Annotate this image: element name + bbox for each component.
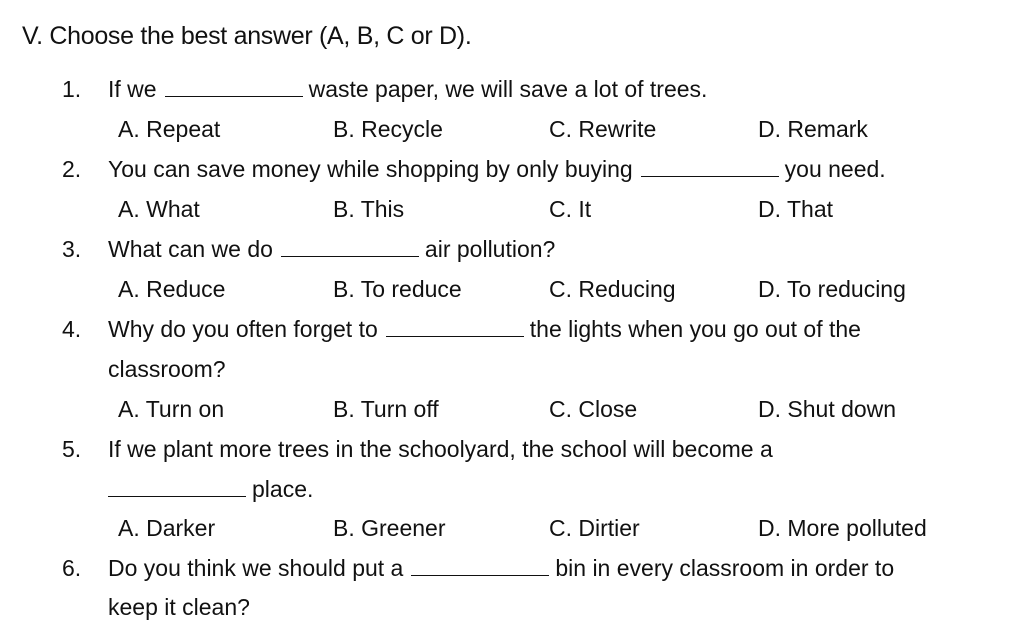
question-3-blank bbox=[281, 236, 419, 257]
question-6-blank bbox=[411, 555, 549, 576]
question-4-option-c[interactable]: C. Close bbox=[549, 396, 638, 422]
question-1-text bbox=[108, 76, 707, 103]
question-2-option-a[interactable]: A. What bbox=[118, 196, 200, 222]
question-2-text bbox=[108, 156, 886, 183]
question-5-number: 5. bbox=[62, 436, 82, 462]
question-3-option-c[interactable]: C. Reducing bbox=[549, 276, 676, 302]
question-4-option-d[interactable]: D. Shut down bbox=[758, 396, 897, 422]
question-6-number: 6. bbox=[62, 555, 82, 581]
question-2-before: You can save money while shopping by only buying bbox=[108, 156, 633, 182]
question-4-option-a[interactable]: A. Turn on bbox=[118, 396, 225, 422]
question-4-after: the lights when you go out of the bbox=[529, 316, 861, 342]
question-1-after: waste paper, we will save a lot of trees. bbox=[308, 76, 708, 102]
question-5-option-d[interactable]: D. More polluted bbox=[758, 515, 927, 541]
question-5-blank bbox=[108, 476, 246, 497]
question-6-continuation: keep it clean? bbox=[108, 594, 250, 620]
question-3-option-d[interactable]: D. To reducing bbox=[758, 276, 906, 302]
question-6-after: bin in every classroom in order to bbox=[555, 555, 895, 581]
question-2-number: 2. bbox=[62, 156, 82, 182]
question-1-option-b[interactable]: B. Recycle bbox=[333, 116, 443, 142]
question-6-before: Do you think we should put a bbox=[108, 555, 404, 581]
question-6-text bbox=[108, 555, 894, 582]
question-5-text-line-2 bbox=[108, 476, 313, 503]
question-1-before: If we bbox=[108, 76, 157, 102]
question-2-blank bbox=[641, 156, 779, 177]
question-4-blank bbox=[386, 316, 524, 337]
question-3-before: What can we do bbox=[108, 236, 273, 262]
question-1-option-a[interactable]: A. Repeat bbox=[118, 116, 221, 142]
question-2-after: you need. bbox=[784, 156, 886, 182]
question-4-number: 4. bbox=[62, 316, 82, 342]
question-5-option-a[interactable]: A. Darker bbox=[118, 515, 216, 541]
question-1-number: 1. bbox=[62, 76, 82, 102]
question-3-option-b[interactable]: B. To reduce bbox=[333, 276, 462, 302]
question-2-option-d[interactable]: D. That bbox=[758, 196, 833, 222]
question-3-after: air pollution? bbox=[424, 236, 556, 262]
question-5-option-b[interactable]: B. Greener bbox=[333, 515, 446, 541]
question-4-continuation: classroom? bbox=[108, 356, 226, 382]
question-2-option-c[interactable]: C. It bbox=[549, 196, 592, 222]
question-3-option-a[interactable]: A. Reduce bbox=[118, 276, 226, 302]
question-5-before: If we plant more trees in the schoolyard, the school will become a bbox=[108, 436, 773, 462]
question-2-option-b[interactable]: B. This bbox=[333, 196, 405, 222]
question-3-text bbox=[108, 236, 555, 263]
question-5-after: place. bbox=[252, 476, 314, 502]
question-3-number: 3. bbox=[62, 236, 82, 262]
question-1-option-c[interactable]: C. Rewrite bbox=[549, 116, 657, 142]
question-1-blank bbox=[165, 76, 303, 97]
question-4-option-b[interactable]: B. Turn off bbox=[333, 396, 439, 422]
question-5-option-c[interactable]: C. Dirtier bbox=[549, 515, 640, 541]
question-1-option-d[interactable]: D. Remark bbox=[758, 116, 868, 142]
question-4-text bbox=[108, 316, 861, 343]
section-title: V. Choose the best answer (A, B, C or D). bbox=[22, 22, 472, 50]
question-4-before: Why do you often forget to bbox=[108, 316, 378, 342]
